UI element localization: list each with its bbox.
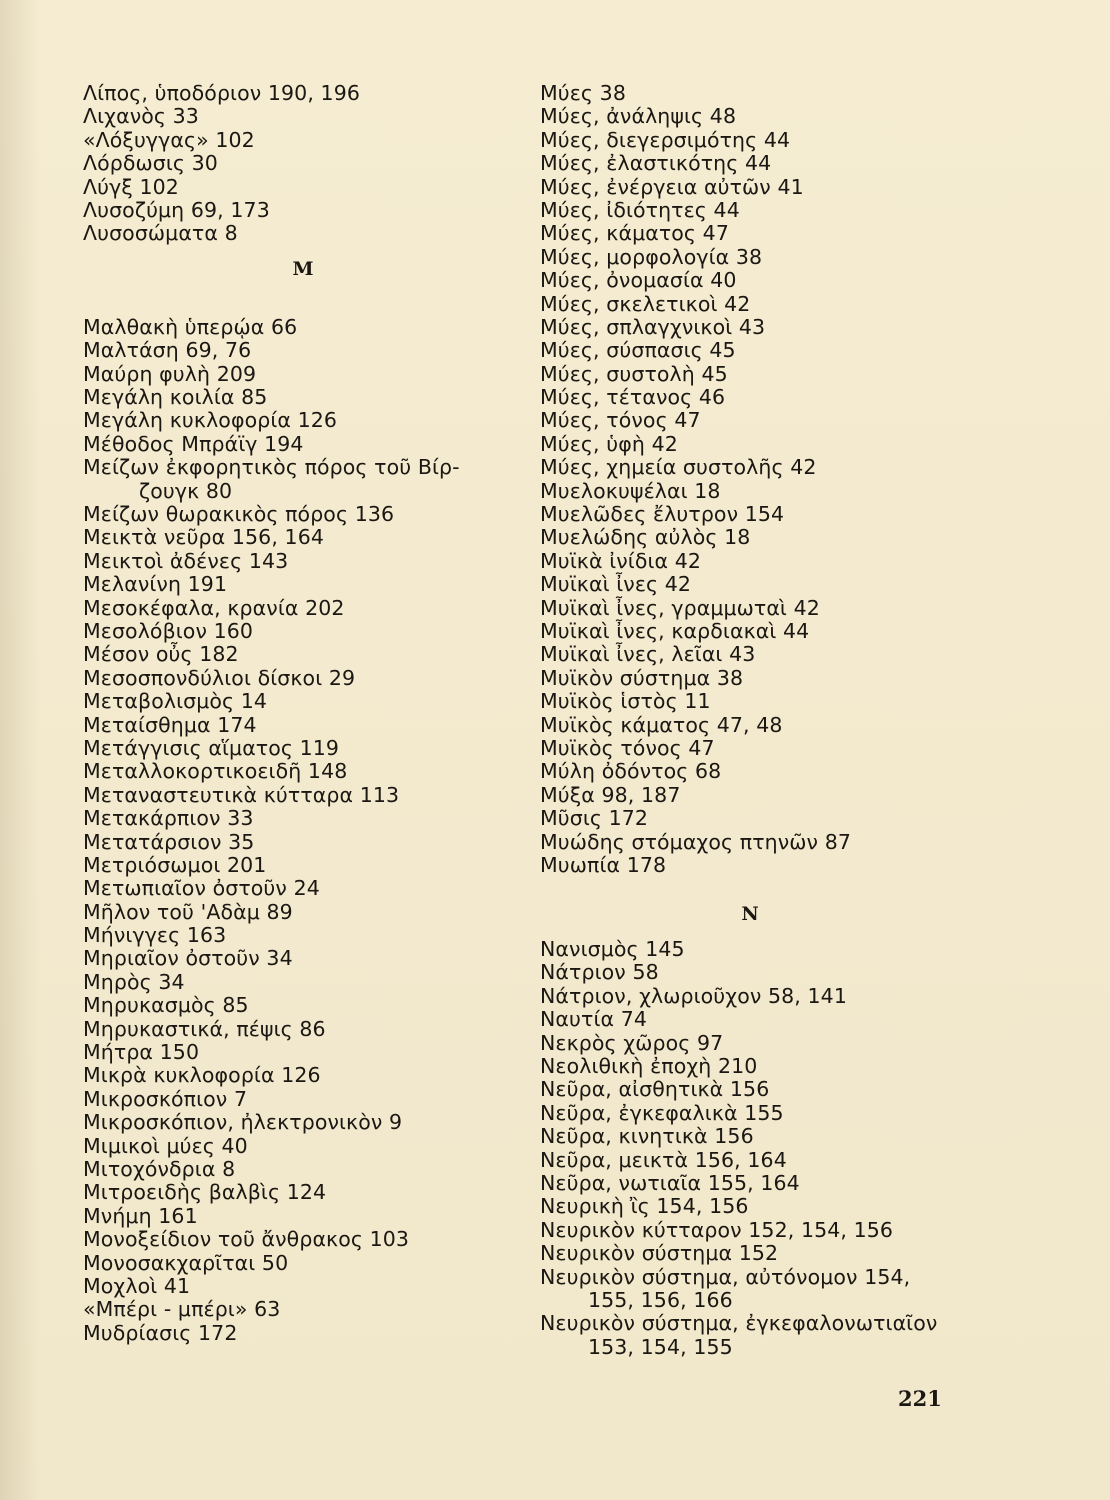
index-entry: Μῦσις 172 bbox=[540, 806, 649, 831]
index-entry: Μηρυκαστικά, πέψις 86 bbox=[83, 1016, 326, 1041]
index-entry: Μύξα 98, 187 bbox=[540, 782, 681, 807]
section-heading-n: Ν bbox=[741, 903, 759, 926]
index-entry: Μύες, ἐνέργεια αὐτῶν 41 bbox=[540, 174, 804, 199]
index-entry: «Λόξυγγας» 102 bbox=[83, 127, 255, 152]
index-entry: Μηρυκασμὸς 85 bbox=[83, 993, 249, 1018]
index-entry: Μετακάρπιον 33 bbox=[83, 806, 254, 831]
index-entry: Μύες, χημεία συστολῆς 42 bbox=[540, 455, 817, 480]
index-entry: Νευρικὸν σύστημα, αὐτόνομον 154, bbox=[540, 1264, 911, 1289]
index-entry: Μυελώδης αὐλὸς 18 bbox=[540, 525, 751, 550]
index-entry: Μυϊκὸν σύστημα 38 bbox=[540, 665, 744, 690]
index-entry: Μονοσακχαρῖται 50 bbox=[83, 1250, 289, 1275]
index-entry: Μελανίνη 191 bbox=[83, 572, 228, 597]
index-entry: Μεταβολισμὸς 14 bbox=[83, 689, 268, 714]
index-entry: Μηριαῖον ὀστοῦν 34 bbox=[83, 946, 293, 971]
index-entry: Μεικτοὶ ἀδένες 143 bbox=[83, 548, 289, 573]
index-entry: Λιχανὸς 33 bbox=[83, 104, 199, 129]
index-entry: Λυσοσώματα 8 bbox=[83, 221, 238, 246]
index-entry: Λυσοζύμη 69, 173 bbox=[83, 197, 270, 222]
index-entry: Μῆλον τοῦ 'Αδὰμ 89 bbox=[83, 899, 293, 924]
index-entry: Μεσολόβιον 160 bbox=[83, 619, 254, 643]
index-entry: Μήτρα 150 bbox=[83, 1040, 200, 1065]
index-entry: Νευρικὸν σύστημα 152 bbox=[540, 1241, 779, 1266]
index-entry: Λίπος, ὑποδόριον 190, 196 bbox=[83, 81, 360, 105]
index-entry: Μεσοσπονδύλιοι δίσκοι 29 bbox=[83, 665, 356, 690]
index-entry: Νεῦρα, νωτιαῖα 155, 164 bbox=[540, 1170, 800, 1195]
index-entry: Μαλθακὴ ὑπερῴα 66 bbox=[83, 314, 298, 339]
index-entry: Μυϊκαὶ ἶνες 42 bbox=[540, 572, 692, 597]
index-entry: Μεσοκέφαλα, κρανία 202 bbox=[83, 595, 345, 620]
index-entry: Μικρὰ κυκλοφορία 126 bbox=[83, 1063, 321, 1088]
index-entry: Μύες, σύσπασις 45 bbox=[540, 338, 736, 363]
index-entry: Μυωπία 178 bbox=[540, 852, 667, 877]
index-entry: Νευρικὴ ἲς 154, 156 bbox=[540, 1194, 749, 1219]
index-entry: Μικροσκόπιον 7 bbox=[83, 1086, 248, 1111]
index-entry: Μιμικοὶ μύες 40 bbox=[83, 1133, 248, 1158]
section-heading-m: Μ bbox=[292, 257, 314, 280]
index-entry: Μονοξείδιον τοῦ ἄνθρακος 103 bbox=[83, 1227, 410, 1252]
index-entry: Μυελῶδες ἔλυτρον 154 bbox=[540, 502, 785, 527]
index-entry: Μεταλλοκορτικοειδῆ 148 bbox=[83, 759, 348, 784]
index-entry-continuation: ζουγκ 80 bbox=[139, 478, 233, 503]
index-entry: Μύες, τέτανος 46 bbox=[540, 385, 726, 410]
index-entry: Μύες, κάματος 47 bbox=[540, 221, 729, 246]
index-column-right bbox=[540, 82, 960, 1359]
index-entry: Μεικτὰ νεῦρα 156, 164 bbox=[83, 525, 324, 550]
index-entry: Μυϊκὸς τόνος 47 bbox=[540, 735, 715, 760]
index-entry: Νάτριον, χλωριοῦχον 58, 141 bbox=[540, 983, 847, 1008]
index-entry: Μετριόσωμοι 201 bbox=[83, 852, 267, 877]
index-entry: Μύες, ὀνομασία 40 bbox=[540, 268, 737, 293]
index-entry: Νεῦρα, ἐγκεφαλικὰ 155 bbox=[540, 1100, 784, 1125]
index-entry: Μαλτάση 69, 76 bbox=[83, 338, 252, 363]
index-entry: Μετωπιαῖον ὀστοῦν 24 bbox=[83, 876, 320, 901]
index-entry: Μυδρίασις 172 bbox=[83, 1320, 238, 1345]
index-entry: Μύες, ἐλαστικότης 44 bbox=[540, 151, 772, 176]
index-entry: Νεῦρα, μεικτὰ 156, 164 bbox=[540, 1147, 787, 1172]
index-column-left bbox=[83, 82, 523, 1345]
index-entry: Μυϊκὸς κάματος 47, 48 bbox=[540, 712, 783, 737]
index-entry: Μικροσκόπιον, ἠλεκτρονικὸν 9 bbox=[83, 1110, 403, 1135]
index-entry: Μύες, ἰδιότητες 44 bbox=[540, 197, 740, 222]
index-entry: Λύγξ 102 bbox=[83, 174, 179, 199]
index-entry: Μύες, ἀνάληψις 48 bbox=[540, 104, 737, 129]
index-entry: Νεκρὸς χῶρος 97 bbox=[540, 1030, 724, 1055]
index-entry: Μεγάλη κοιλία 85 bbox=[83, 385, 268, 410]
index-entry: Μεγάλη κυκλοφορία 126 bbox=[83, 408, 338, 433]
index-entry: Μύες, μορφολογία 38 bbox=[540, 244, 763, 269]
index-entry: Μήνιγγες 163 bbox=[83, 923, 227, 948]
index-entry: Νανισμὸς 145 bbox=[540, 937, 685, 962]
index-entry: Μυϊκαὶ ἶνες, γραμμωταὶ 42 bbox=[540, 595, 820, 620]
index-entry: Νευρικὸν σύστημα, ἐγκεφαλονωτιαῖον bbox=[540, 1311, 938, 1336]
index-entry: Μιτροειδὴς βαλβὶς 124 bbox=[83, 1180, 327, 1205]
index-entry: Μέσον οὖς 182 bbox=[83, 642, 239, 667]
index-entry: Μυϊκὰ ἰνίδια 42 bbox=[540, 548, 702, 573]
index-entry: Μύες 38 bbox=[540, 81, 626, 105]
index-entry: Μνήμη 161 bbox=[83, 1203, 198, 1228]
index-entry: Μέθοδος Μπράϊγ 194 bbox=[83, 431, 304, 456]
index-entry: Μοχλοὶ 41 bbox=[83, 1273, 191, 1298]
page-number: 221 bbox=[898, 1386, 942, 1411]
index-entry: Μύες, σκελετικοὶ 42 bbox=[540, 291, 751, 316]
index-entry: Μεταίσθημα 174 bbox=[83, 712, 257, 737]
index-entry-continuation: 153, 154, 155 bbox=[588, 1334, 733, 1359]
index-entry: Νεῦρα, αἰσθητικὰ 156 bbox=[540, 1077, 770, 1102]
index-entry: Μηρὸς 34 bbox=[83, 969, 185, 994]
index-entry-continuation: 155, 156, 166 bbox=[588, 1287, 733, 1312]
index-entry: Μυϊκαὶ ἶνες, λεῖαι 43 bbox=[540, 642, 756, 667]
index-entry: Μυϊκαὶ ἶνες, καρδιακαὶ 44 bbox=[540, 618, 810, 643]
index-entry: Μετατάρσιον 35 bbox=[83, 829, 255, 854]
index-entry: Ναυτία 74 bbox=[540, 1007, 648, 1032]
index-entry: Μύες, συστολὴ 45 bbox=[540, 361, 728, 386]
index-entry: Μύες, τόνος 47 bbox=[540, 408, 701, 433]
index-entry: Νεῦρα, κινητικὰ 156 bbox=[540, 1124, 754, 1149]
index-entry: Μυϊκὸς ἱστὸς 11 bbox=[540, 689, 711, 714]
index-entry: Μείζων θωρακικὸς πόρος 136 bbox=[83, 502, 395, 527]
index-entry: Μύες, σπλαγχνικοὶ 43 bbox=[540, 314, 766, 339]
spine-shadow bbox=[0, 0, 40, 1500]
index-entry: Νευρικὸν κύτταρον 152, 154, 156 bbox=[540, 1217, 894, 1242]
index-entry: Μιτοχόνδρια 8 bbox=[83, 1156, 236, 1181]
index-entry: Μείζων ἐκφορητικὸς πόρος τοῦ Βίρ- bbox=[83, 455, 460, 480]
index-entry: Λόρδωσις 30 bbox=[83, 151, 218, 176]
index-entry: Νάτριον 58 bbox=[540, 960, 659, 985]
index-entry: Μυώδης στόμαχος πτηνῶν 87 bbox=[540, 829, 852, 854]
index-entry: Νεολιθικὴ ἐποχὴ 210 bbox=[540, 1054, 758, 1079]
index-entry: «Μπέρι - μπέρι» 63 bbox=[83, 1297, 281, 1322]
index-entry: Μυελοκυψέλαι 18 bbox=[540, 478, 721, 503]
index-entry: Μεταναστευτικὰ κύτταρα 113 bbox=[83, 782, 400, 807]
index-entry: Μύες, διεγερσιμότης 44 bbox=[540, 127, 791, 152]
index-entry: Μύες, ὑφὴ 42 bbox=[540, 431, 678, 456]
index-entry: Μύλη ὀδόντος 68 bbox=[540, 759, 722, 784]
index-entry: Μετάγγισις αἵματος 119 bbox=[83, 735, 340, 760]
index-entry: Μαύρη φυλὴ 209 bbox=[83, 361, 257, 386]
